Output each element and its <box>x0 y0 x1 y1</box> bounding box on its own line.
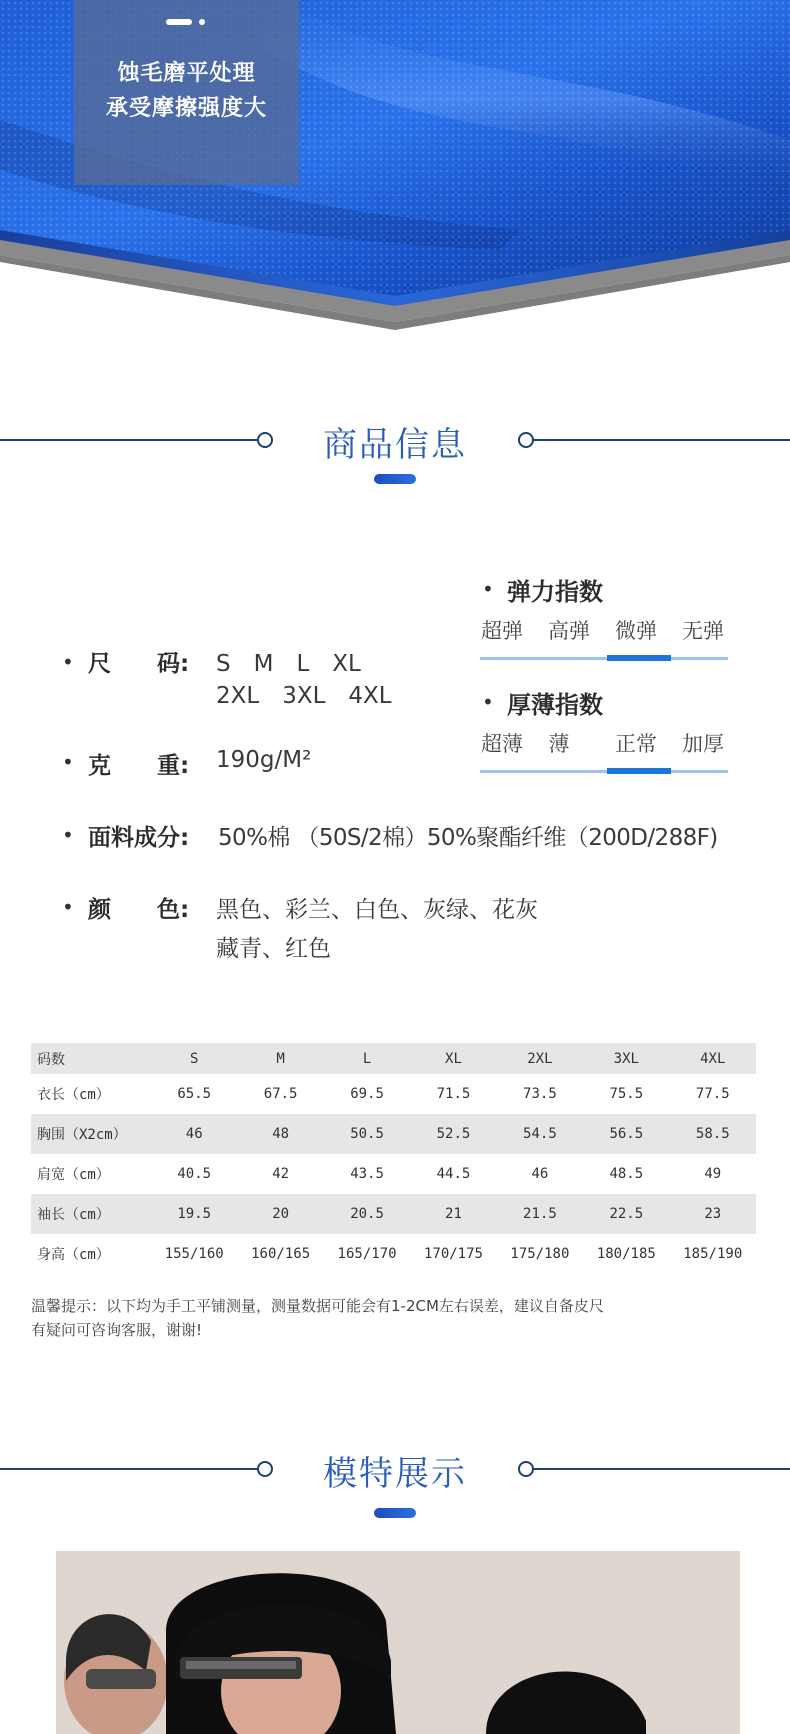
table-cell: 42 <box>272 1166 290 1182</box>
product-info-title: 商品信息 <box>323 425 467 465</box>
table-cell: 73.5 <box>523 1086 557 1102</box>
section-title-pill <box>374 474 416 484</box>
table-header-cell: L <box>324 1043 410 1074</box>
model-photo-illustration <box>56 1551 740 1734</box>
table-row <box>31 1154 756 1194</box>
table-header-row <box>31 1043 756 1074</box>
table-cell: 46 <box>531 1166 549 1182</box>
table-cell: 肩宽（cm） <box>37 1167 110 1183</box>
table-row <box>31 1114 756 1154</box>
table-row <box>31 1234 756 1274</box>
table-cell: 49 <box>704 1166 722 1182</box>
thickness-selected-marker <box>607 768 671 774</box>
weight-value: 190g/M² <box>216 747 312 773</box>
fabric-hero-banner <box>0 0 790 330</box>
table-row <box>31 1194 756 1234</box>
thickness-option: 薄 <box>548 732 570 756</box>
section-divider-right <box>532 1468 790 1470</box>
table-cell: 48 <box>237 1114 323 1154</box>
table-cell: 58.5 <box>670 1114 756 1154</box>
bullet-dot: • <box>62 895 74 919</box>
table-header-cell: 4XL <box>670 1043 756 1074</box>
table-cell: 67.5 <box>263 1086 298 1102</box>
thickness-option-selected: 正常 <box>615 732 657 756</box>
elasticity-option: 高弹 <box>548 619 590 643</box>
thickness-index-title: 厚薄指数 <box>507 691 603 719</box>
table-cell: 身高（cm） <box>37 1247 110 1263</box>
table-header-cell: 3XL <box>583 1043 669 1074</box>
feature-dash-icon <box>166 19 192 25</box>
table-header-cell: S <box>151 1043 237 1074</box>
table-cell: 衣长（cm） <box>37 1087 110 1103</box>
section-divider-circle-left <box>257 1461 273 1477</box>
color-label: 颜 色: <box>88 897 190 923</box>
table-cell: 185/190 <box>683 1246 743 1262</box>
measurement-note-line2: 有疑问可咨询客服，谢谢! <box>31 1321 203 1339</box>
table-cell: 43.5 <box>350 1166 384 1182</box>
bullet-dot: • <box>62 750 74 774</box>
weight-label: 克 重: <box>88 753 190 779</box>
table-row <box>31 1074 756 1114</box>
table-cell: 170/175 <box>423 1246 483 1262</box>
table-cell: 65.5 <box>177 1086 212 1102</box>
table-cell: 40.5 <box>177 1166 212 1182</box>
color-values-line1: 黑色、彩兰、白色、灰绿、花灰 <box>216 897 538 923</box>
table-cell: 54.5 <box>497 1114 583 1154</box>
elasticity-scale-bar <box>480 657 728 660</box>
fabric-label: 面料成分: <box>88 825 190 851</box>
feature-dot-icon <box>199 19 205 25</box>
size-values-line1: S M L XL <box>216 651 361 677</box>
model-section-title: 模特展示 <box>323 1454 467 1494</box>
table-cell: 75.5 <box>609 1086 644 1102</box>
elasticity-index-title: 弹力指数 <box>507 578 603 606</box>
elasticity-selected-marker <box>607 655 671 661</box>
table-cell: 袖长（cm） <box>31 1194 151 1234</box>
table-header-cell: 码数 <box>31 1043 151 1074</box>
thickness-scale-bar <box>480 770 728 773</box>
measurement-note-line1: 温馨提示：以下均为手工平铺测量，测量数据可能会有1-2CM左右误差，建议自备皮尺 <box>31 1297 604 1315</box>
feature-text-line2: 承受摩擦强度大 <box>105 96 267 121</box>
model-photo <box>56 1551 740 1734</box>
table-header-cell: M <box>237 1043 323 1074</box>
bullet-dot: • <box>482 577 494 601</box>
table-cell: 胸围（X2cm） <box>31 1114 151 1154</box>
table-cell: 56.5 <box>583 1114 669 1154</box>
section-title-pill <box>374 1508 416 1518</box>
size-values-line2: 2XL 3XL 4XL <box>216 683 392 709</box>
table-cell: 50.5 <box>324 1114 410 1154</box>
size-label: 尺 码: <box>88 651 190 677</box>
section-divider-circle-left <box>257 432 273 448</box>
table-cell: 180/185 <box>596 1246 656 1262</box>
bullet-dot: • <box>62 823 74 847</box>
table-cell: 19.5 <box>151 1194 237 1234</box>
bullet-dot: • <box>482 690 494 714</box>
section-divider-right <box>532 439 790 441</box>
table-cell: 20.5 <box>324 1194 410 1234</box>
table-header-cell: 2XL <box>497 1043 583 1074</box>
table-cell: 20 <box>237 1194 323 1234</box>
section-divider-left <box>0 1468 258 1470</box>
thickness-option: 超薄 <box>481 732 523 756</box>
table-cell: 155/160 <box>164 1246 224 1262</box>
table-cell: 175/180 <box>510 1246 570 1262</box>
thickness-option: 加厚 <box>682 732 724 756</box>
size-chart-table <box>31 1043 756 1274</box>
table-cell: 69.5 <box>350 1086 384 1102</box>
table-header-cell: XL <box>410 1043 496 1074</box>
fabric-value: 50%棉 （50S/2棉）50%聚酯纤维（200D/288F) <box>218 825 718 851</box>
table-cell: 52.5 <box>410 1114 496 1154</box>
table-cell: 46 <box>151 1114 237 1154</box>
table-cell: 160/165 <box>251 1246 311 1262</box>
table-cell: 44.5 <box>436 1166 471 1182</box>
elasticity-option: 超弹 <box>481 619 523 643</box>
bullet-dot: • <box>62 650 74 674</box>
table-cell: 23 <box>670 1194 756 1234</box>
elasticity-option-selected: 微弹 <box>615 619 657 643</box>
feature-text-line1: 蚀毛磨平处理 <box>117 61 256 86</box>
table-cell: 21.5 <box>497 1194 583 1234</box>
table-cell: 21 <box>410 1194 496 1234</box>
section-divider-left <box>0 439 258 441</box>
table-cell: 71.5 <box>436 1086 471 1102</box>
table-cell: 48.5 <box>609 1166 644 1182</box>
table-cell: 77.5 <box>695 1086 730 1102</box>
elasticity-option: 无弹 <box>682 619 724 643</box>
table-cell: 165/170 <box>337 1246 397 1262</box>
color-values-line2: 藏青、红色 <box>216 936 331 962</box>
table-cell: 22.5 <box>583 1194 669 1234</box>
